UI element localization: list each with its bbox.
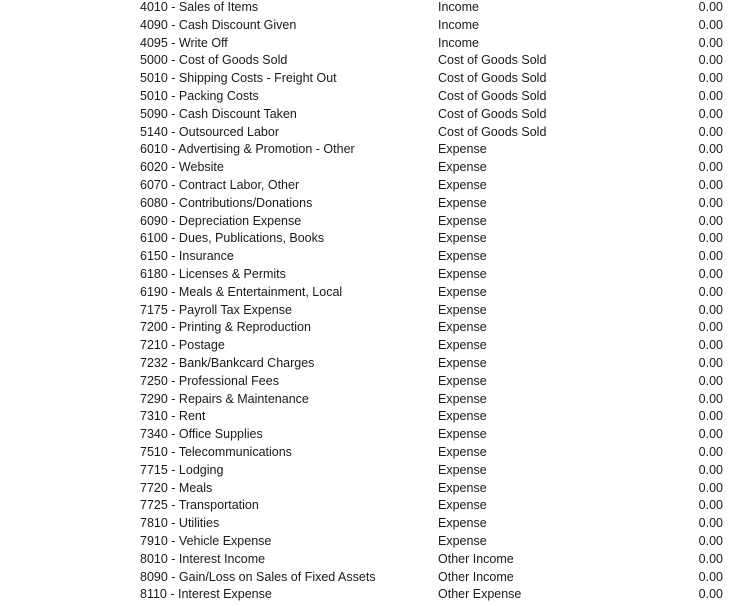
amount-cell: 0.00: [698, 0, 723, 14]
table-row: [0, 426, 735, 444]
account-name-cell: 6070 - Contract Labor, Other: [140, 178, 300, 192]
amount-cell: 0.00: [698, 195, 723, 210]
amount-cell: 0.00: [698, 267, 723, 281]
amount-cell: 0.00: [698, 427, 723, 442]
amount-cell: 0.00: [698, 338, 723, 353]
amount-cell: 0.00: [698, 284, 723, 299]
account-name-cell: 8090 - Gain/Loss on Sales of Fixed Assets: [140, 569, 376, 584]
account-type-cell: Expense: [438, 284, 487, 299]
account-name-cell: 5090 - Cash Discount Taken: [140, 106, 297, 121]
account-type-cell: Other Income: [438, 569, 514, 584]
amount-cell: 0.00: [698, 142, 723, 157]
table-row: [0, 195, 735, 213]
table-row: [0, 586, 735, 604]
account-name-cell: 6150 - Insurance: [140, 249, 234, 264]
table-row: [0, 569, 735, 587]
account-name-cell: 6020 - Website: [140, 160, 224, 175]
account-name-cell: 7510 - Telecommunications: [140, 445, 292, 459]
account-name-cell: 7250 - Professional Fees: [140, 373, 279, 388]
table-row: [0, 515, 735, 533]
table-row: [0, 177, 735, 195]
amount-cell: 0.00: [698, 89, 723, 103]
amount-cell: 0.00: [698, 569, 723, 584]
account-type-cell: Expense: [438, 142, 487, 157]
amount-cell: 0.00: [698, 516, 723, 531]
account-name-cell: 7200 - Printing & Reproduction: [140, 320, 311, 335]
amount-cell: 0.00: [698, 445, 723, 459]
account-type-cell: Expense: [438, 195, 487, 210]
table-row: [0, 141, 735, 159]
table-row: [0, 337, 735, 355]
table-row: [0, 497, 735, 515]
account-type-cell: Expense: [438, 373, 487, 388]
amount-cell: 0.00: [698, 17, 723, 32]
table-row: [0, 480, 735, 498]
amount-cell: 0.00: [698, 462, 723, 477]
amount-cell: 0.00: [698, 71, 723, 86]
account-type-cell: Expense: [438, 160, 487, 175]
table-row: [0, 248, 735, 266]
amount-cell: 0.00: [698, 53, 723, 68]
table-row: [0, 88, 735, 106]
account-name-cell: 7290 - Repairs & Maintenance: [140, 391, 309, 406]
account-name-cell: 5010 - Packing Costs: [140, 89, 259, 103]
account-name-cell: 6180 - Licenses & Permits: [140, 267, 286, 281]
account-type-cell: Cost of Goods Sold: [438, 89, 547, 103]
account-name-cell: 7715 - Lodging: [140, 462, 224, 477]
account-type-cell: Expense: [438, 445, 487, 459]
account-name-cell: 7210 - Postage: [140, 338, 225, 353]
table-row: [0, 408, 735, 426]
account-type-cell: Expense: [438, 534, 487, 548]
account-name-cell: 5140 - Outsourced Labor: [140, 124, 279, 139]
account-type-cell: Expense: [438, 302, 487, 317]
account-type-cell: Other Expense: [438, 587, 522, 602]
account-type-cell: Expense: [438, 409, 487, 424]
account-name-cell: 6090 - Depreciation Expense: [140, 213, 302, 228]
account-type-cell: Expense: [438, 267, 487, 281]
table-row: [0, 462, 735, 480]
account-name-cell: 6190 - Meals & Entertainment, Local: [140, 284, 343, 299]
amount-cell: 0.00: [698, 480, 723, 495]
amount-cell: 0.00: [698, 35, 723, 50]
amount-cell: 0.00: [698, 231, 723, 246]
account-type-cell: Income: [438, 17, 479, 32]
table-row: [0, 159, 735, 177]
table-row: [0, 266, 735, 284]
amount-cell: 0.00: [698, 356, 723, 370]
account-type-cell: Expense: [438, 516, 487, 531]
account-type-cell: Expense: [438, 231, 487, 246]
account-type-cell: Cost of Goods Sold: [438, 53, 547, 68]
amount-cell: 0.00: [698, 587, 723, 602]
table-row: [0, 444, 735, 462]
table-row: [0, 52, 735, 70]
account-type-cell: Expense: [438, 249, 487, 264]
account-type-cell: Cost of Goods Sold: [438, 106, 547, 121]
table-row: [0, 533, 735, 551]
account-type-cell: Other Income: [438, 551, 514, 566]
account-name-cell: 7720 - Meals: [140, 480, 213, 495]
amount-cell: 0.00: [698, 534, 723, 548]
amount-cell: 0.00: [698, 249, 723, 264]
account-name-cell: 8010 - Interest Income: [140, 551, 266, 566]
amount-cell: 0.00: [698, 302, 723, 317]
table-row: [0, 551, 735, 569]
account-name-cell: 7910 - Vehicle Expense: [140, 534, 272, 548]
account-type-cell: Expense: [438, 462, 487, 477]
table-row: [0, 355, 735, 373]
account-type-cell: Cost of Goods Sold: [438, 71, 547, 86]
table-row: [0, 213, 735, 231]
account-name-cell: 5010 - Shipping Costs - Freight Out: [140, 71, 337, 86]
account-name-cell: 7175 - Payroll Tax Expense: [140, 302, 292, 317]
account-name-cell: 8110 - Interest Expense: [140, 587, 272, 602]
amount-cell: 0.00: [698, 551, 723, 566]
account-name-cell: 5000 - Cost of Goods Sold: [140, 53, 288, 68]
amount-cell: 0.00: [698, 106, 723, 121]
amount-cell: 0.00: [698, 320, 723, 335]
amount-cell: 0.00: [698, 160, 723, 175]
table-row: [0, 230, 735, 248]
table-row: [0, 106, 735, 124]
table-row: [0, 124, 735, 142]
account-type-cell: Expense: [438, 338, 487, 353]
account-name-cell: 4095 - Write Off: [140, 35, 228, 50]
account-type-cell: Income: [438, 35, 479, 50]
amount-cell: 0.00: [698, 498, 723, 513]
table-row: [0, 35, 735, 53]
account-name-cell: 6100 - Dues, Publications, Books: [140, 231, 325, 246]
table-row: [0, 70, 735, 88]
table-row: [0, 284, 735, 302]
account-type-cell: Expense: [438, 498, 487, 513]
account-type-cell: Expense: [438, 213, 487, 228]
table-row: [0, 319, 735, 337]
amount-cell: 0.00: [698, 373, 723, 388]
account-type-cell: Expense: [438, 356, 487, 370]
account-name-cell: 7232 - Bank/Bankcard Charges: [140, 356, 315, 370]
account-type-cell: Expense: [438, 320, 487, 335]
amount-cell: 0.00: [698, 178, 723, 192]
account-type-cell: Expense: [438, 178, 487, 192]
account-type-cell: Expense: [438, 391, 487, 406]
account-name-cell: 7725 - Transportation: [140, 498, 259, 513]
account-type-cell: Income: [438, 0, 479, 14]
account-type-cell: Cost of Goods Sold: [438, 124, 547, 139]
table-row: [0, 302, 735, 320]
account-type-cell: Expense: [438, 427, 487, 442]
table-row: [0, 0, 735, 17]
amount-cell: 0.00: [698, 213, 723, 228]
account-type-cell: Expense: [438, 480, 487, 495]
table-row: [0, 373, 735, 391]
amount-cell: 0.00: [698, 124, 723, 139]
account-name-cell: 4010 - Sales of Items: [140, 0, 259, 14]
account-name-cell: 7810 - Utilities: [140, 516, 220, 531]
account-name-cell: 7340 - Office Supplies: [140, 427, 263, 442]
table-row: [0, 391, 735, 409]
table-row: [0, 17, 735, 35]
account-name-cell: 7310 - Rent: [140, 409, 206, 424]
amount-cell: 0.00: [698, 409, 723, 424]
account-name-cell: 4090 - Cash Discount Given: [140, 17, 297, 32]
amount-cell: 0.00: [698, 391, 723, 406]
account-name-cell: 6010 - Advertising & Promotion - Other: [140, 142, 355, 157]
account-name-cell: 6080 - Contributions/Donations: [140, 195, 313, 210]
